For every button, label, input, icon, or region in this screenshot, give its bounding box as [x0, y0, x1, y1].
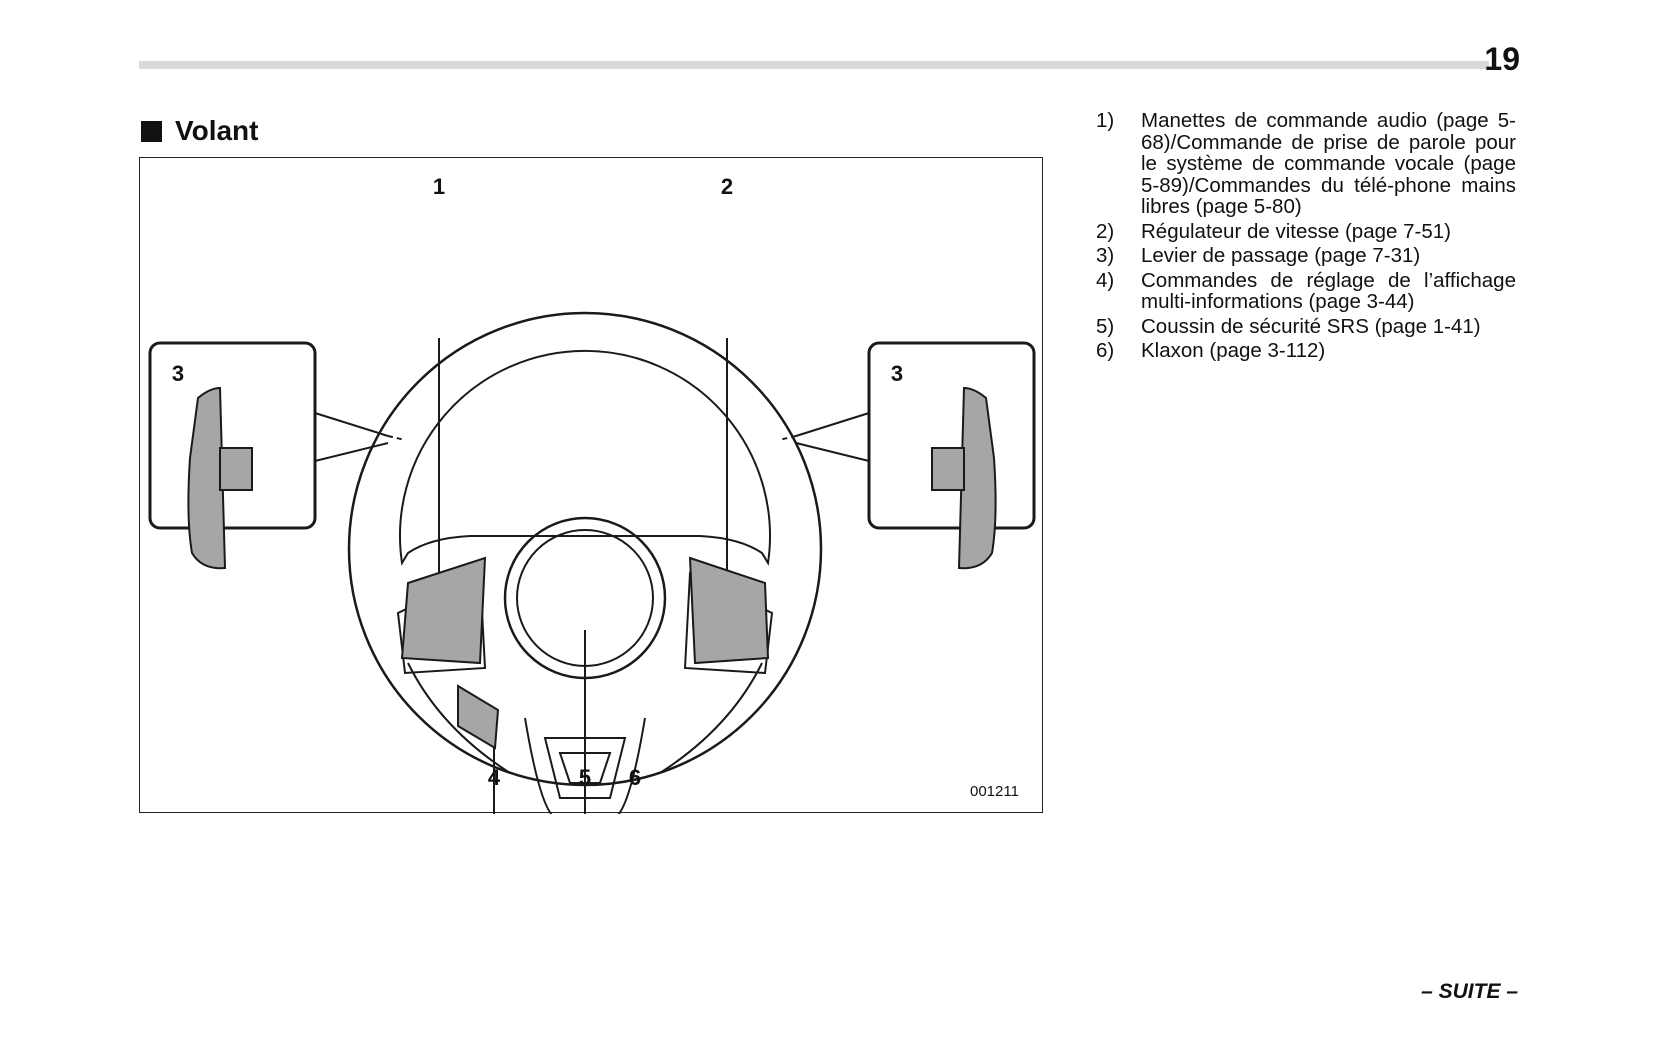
callout-3-right: 3	[890, 361, 904, 386]
legend-item-number: 5)	[1096, 314, 1115, 338]
figure-code: 001211	[970, 783, 1019, 800]
legend-item-number: 2)	[1096, 219, 1115, 243]
legend-item-number: 1)	[1096, 109, 1115, 132]
legend-item-number: 4)	[1096, 268, 1115, 292]
steering-wheel-illustration	[140, 158, 1044, 814]
right-paddle-stem	[932, 448, 964, 490]
callout-4: 4	[487, 765, 501, 790]
legend-item-text: Régulateur de vitesse (page 7-51)	[1141, 219, 1451, 243]
audio-control-switches	[402, 558, 485, 663]
left-paddle-stem	[220, 448, 252, 490]
callout-1: 1	[432, 174, 446, 199]
continued-label: – SUITE –	[1421, 980, 1518, 1003]
legend-item-text: Coussin de sécurité SRS (page 1-41)	[1141, 314, 1481, 338]
callout-2: 2	[720, 174, 734, 199]
legend-item	[1096, 110, 1516, 218]
legend-item-text: Levier de passage (page 7-31)	[1141, 244, 1421, 267]
wheel-inner-rim	[400, 351, 770, 563]
legend-item	[1096, 270, 1516, 313]
legend-item	[1096, 340, 1516, 362]
callout-5: 5	[578, 765, 592, 790]
legend-list	[1096, 110, 1516, 365]
callout-3-left: 3	[171, 361, 185, 386]
cruise-control-switches	[690, 558, 768, 663]
section-title	[141, 114, 258, 148]
legend-item	[1096, 316, 1516, 338]
legend-item-text: Commandes de réglage de l’affichage multi-informations (page 3-44)	[1141, 268, 1516, 313]
section-square-icon	[141, 121, 162, 142]
page-number: 19	[1484, 41, 1520, 77]
section-title-text: Volant	[175, 115, 259, 146]
legend-item-number: 6)	[1096, 339, 1115, 362]
steering-wheel-figure	[139, 157, 1043, 813]
legend-item-text: Manettes de commande audio (page 5-68)/Commande de prise de parole pour le système de commande vocale (page 5-89)/Commandes du télé-phone mains libres (page 5-80)	[1141, 109, 1516, 218]
header-rule	[139, 61, 1489, 69]
legend-item-text: Klaxon (page 3-112)	[1141, 339, 1326, 362]
legend-item-number: 3)	[1096, 244, 1115, 267]
legend-item	[1096, 245, 1516, 267]
callout-6: 6	[628, 765, 642, 790]
legend-item	[1096, 221, 1516, 243]
